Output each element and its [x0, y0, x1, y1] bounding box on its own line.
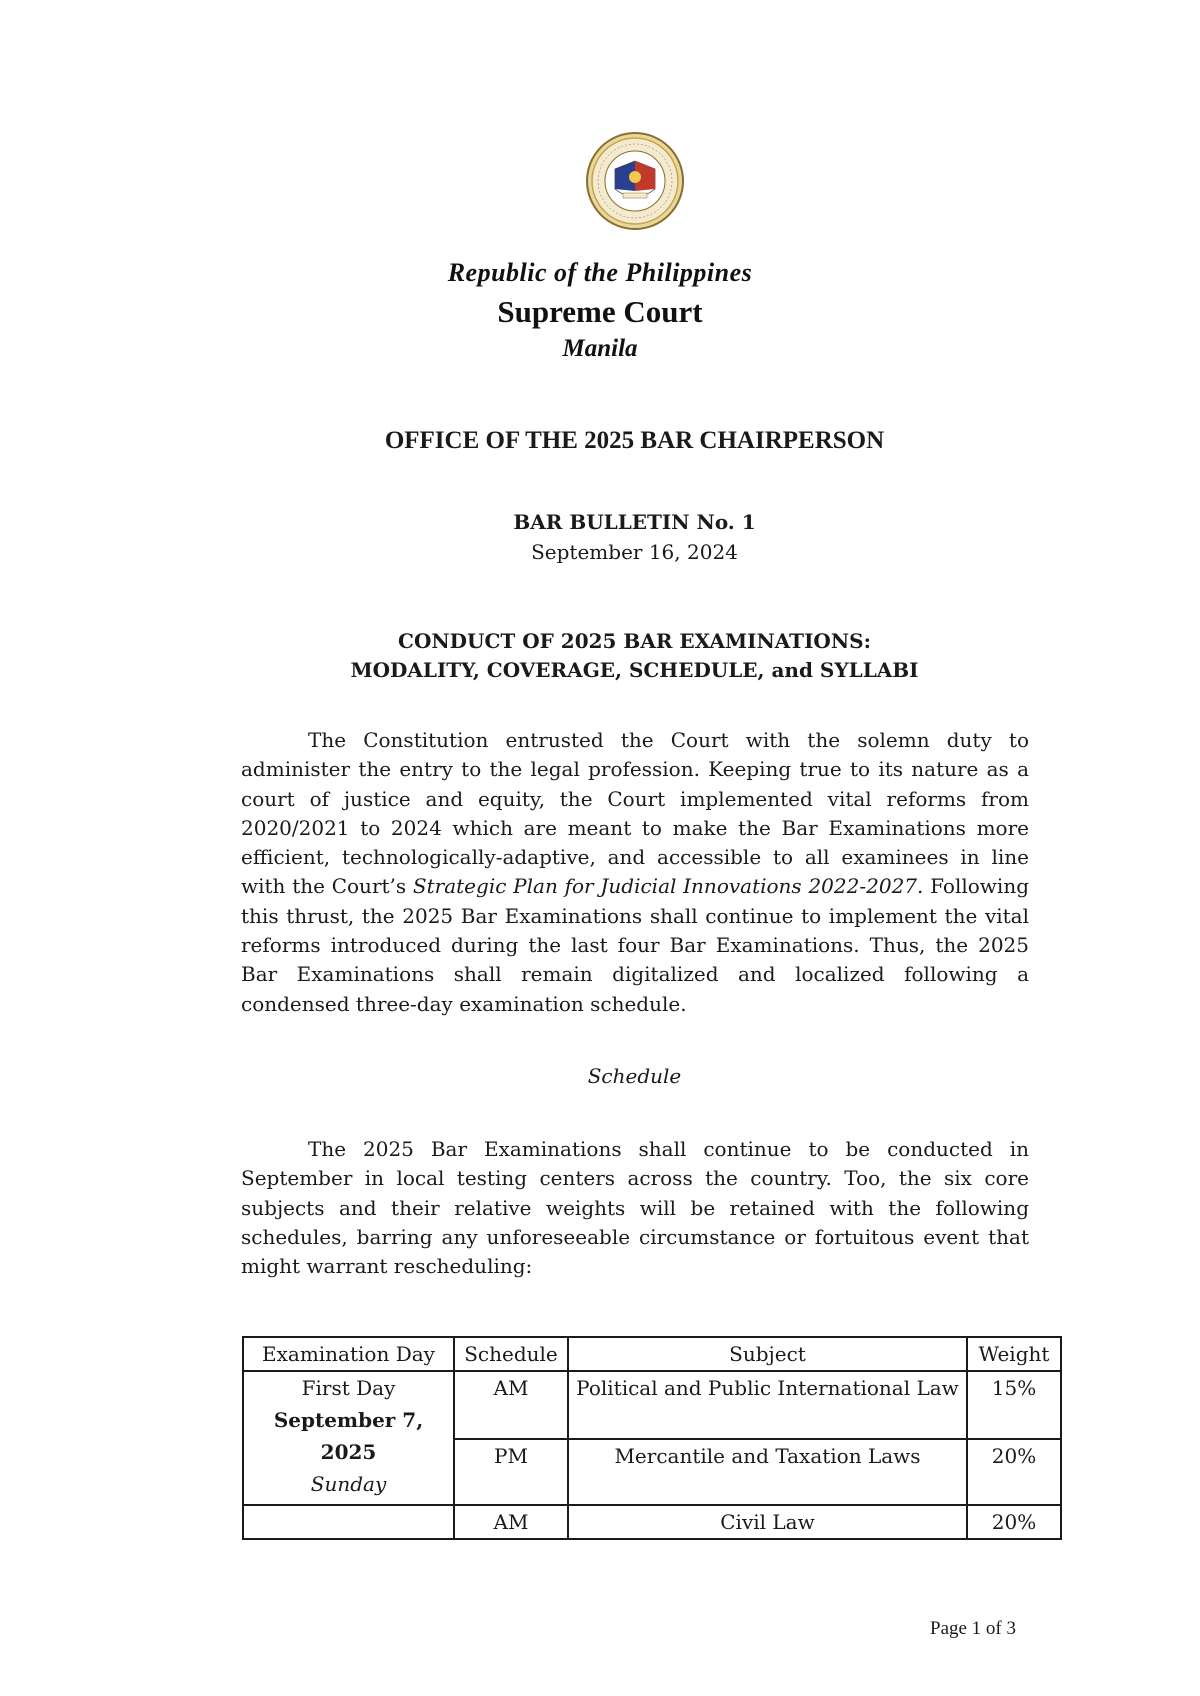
supreme-court-seal	[585, 131, 685, 231]
schedule-paragraph: The 2025 Bar Examinations shall continue to be conducted in September in local testing centers across the country. Too, the six core subjects and their relative weights will be retained with the following schedules, barring any unforeseeable circumstance or fortuitous event that might warrant rescheduling:	[241, 1137, 1029, 1279]
bulletin-number: BAR BULLETIN No. 1	[513, 510, 756, 534]
table-row	[243, 1505, 1061, 1539]
row-subject: Civil Law	[568, 1505, 967, 1539]
row-weight: 20%	[967, 1439, 1061, 1505]
day-label: First Day	[301, 1376, 396, 1400]
bulletin-date: September 16, 2024	[531, 540, 738, 564]
header-subject: Subject	[568, 1337, 967, 1371]
office-title: OFFICE OF THE 2025 BAR CHAIRPERSON	[384, 427, 885, 454]
republic-heading: Republic of the Philippines	[447, 258, 753, 287]
first-day-cell	[243, 1371, 454, 1505]
page-number: Page 1 of 3	[930, 1618, 1017, 1639]
manila-heading: Manila	[562, 335, 638, 362]
row-schedule: PM	[454, 1439, 568, 1505]
strategic-plan-title: Strategic Plan for Judicial Innovations 2022-2027.	[412, 874, 924, 899]
header-weight: Weight	[967, 1337, 1061, 1371]
row-subject: Mercantile and Taxation Laws	[568, 1439, 967, 1505]
header-schedule: Schedule	[454, 1337, 568, 1371]
day-date-line1: September 7,	[273, 1408, 424, 1432]
document-title-line2: MODALITY, COVERAGE, SCHEDULE, and SYLLABI	[350, 658, 919, 682]
intro-text-after: Following this thrust, the 2025 Bar Examinations shall continue to implement the vital reforms introduced during the last four Bar Examinations. Thus, the 2025 Bar Examinations shall remain digitalized and localized following a condensed three-day examination schedule.	[241, 874, 1029, 1016]
row-schedule: AM	[454, 1371, 568, 1439]
row-weight: 15%	[967, 1371, 1061, 1439]
intro-paragraph	[241, 726, 1029, 1019]
day-date-line2: 2025	[320, 1440, 377, 1464]
row-schedule: AM	[454, 1505, 568, 1539]
header-examination-day: Examination Day	[243, 1337, 454, 1371]
supreme-court-heading: Supreme Court	[497, 294, 703, 329]
row-weight: 20%	[967, 1505, 1061, 1539]
document-title-line1: CONDUCT OF 2025 BAR EXAMINATIONS:	[398, 629, 871, 653]
intro-text-before: The Constitution entrusted the Court with the solemn duty to administer the entry to the legal profession. Keeping true to its nature as a court of justice and equity, the Court implemented vital reforms from 2020/2021 to 2024 which are meant to make the Bar Examinations more efficient, technologically-adaptive, and accessible to all examinees in line with the Court’s	[241, 728, 1029, 899]
day-weekday: Sunday	[310, 1472, 387, 1496]
row-subject: Political and Public International Law	[568, 1371, 967, 1439]
table-row	[243, 1371, 1061, 1439]
schedule-heading: Schedule	[587, 1064, 682, 1088]
schedule-table	[242, 1336, 1062, 1540]
table-header-row	[243, 1337, 1061, 1371]
empty-day-cell	[243, 1505, 454, 1539]
